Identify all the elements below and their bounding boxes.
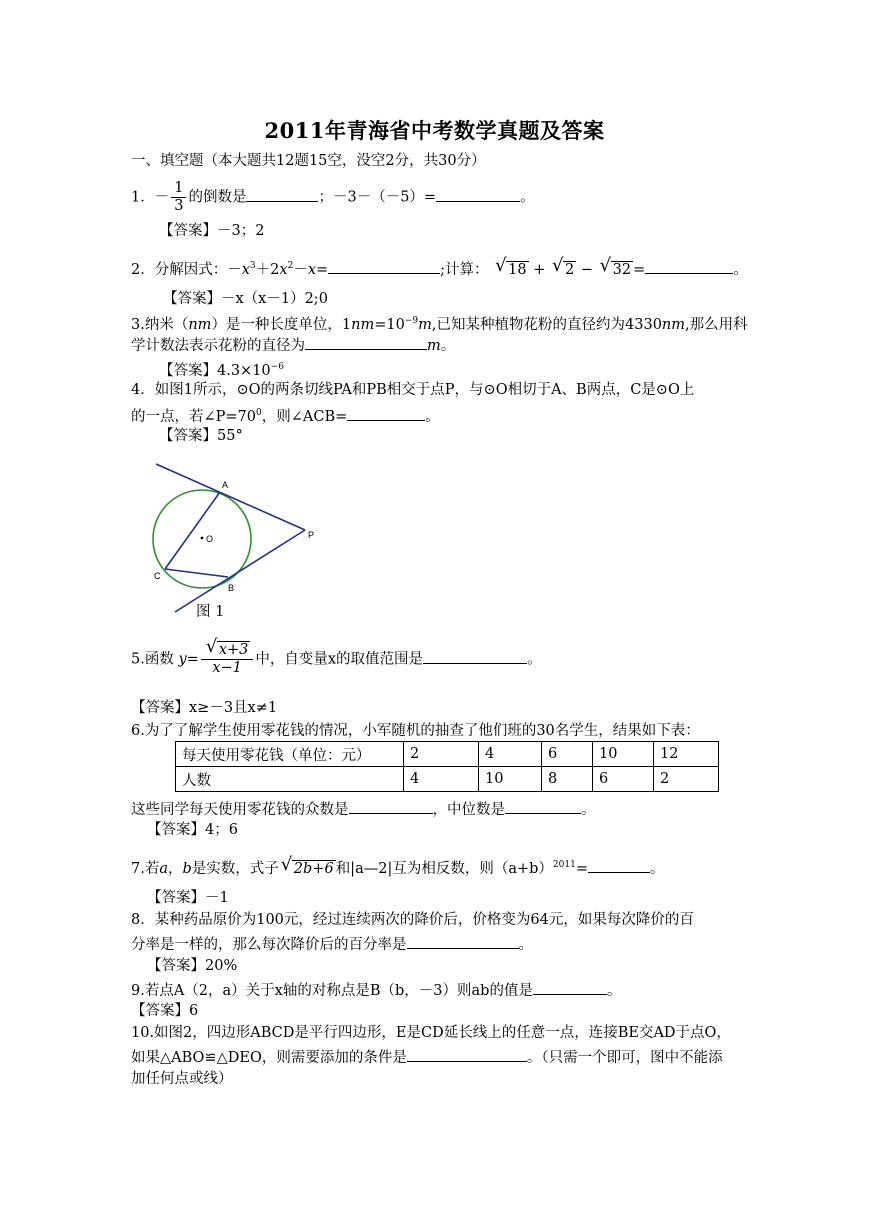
question-10-line-1: 10.如图2，四边形ABCD是平行四边形，E是CD延长线上的任意一点，连接BE交AD于点O， xyxy=(131,1025,731,1041)
question-7: 7.若a，b是实数，式子 √ 2b+6 和|a—2|互为相反数，则$(a+b)^{2011}=$ 。 xyxy=(131,854,665,877)
question-3-line-2: 学计数法表示花粉的直径为 m。 xyxy=(131,335,455,355)
table-row: 每天使用零花钱（单位：元） 2 4 6 10 12 xyxy=(176,742,719,767)
question-6-line-2: 这些同学每天使用零花钱的众数是 ，中位数是 。 xyxy=(131,799,596,819)
answer-blank[interactable] xyxy=(407,934,519,949)
answer-6: 【答案】4；6 xyxy=(147,822,238,838)
center-dot xyxy=(201,537,204,540)
answer-blank[interactable] xyxy=(246,187,318,202)
question-8-line-2: 分率是一样的，那么每次降价后的百分率是 。 xyxy=(131,934,533,954)
answer-8: 【答案】20% xyxy=(147,958,238,974)
question-6-line-1: 6.为了了解学生使用零花钱的情况，小军随机的抽查了他们班的30名学生，结果如下表： xyxy=(131,723,700,739)
answer-blank[interactable] xyxy=(347,406,425,421)
answer-3: 【答案】$4.3\times 10^{-6}$ xyxy=(159,362,284,379)
pocket-money-table xyxy=(175,741,719,792)
question-3-line-1: 3.纳米（nm）是一种长度单位，$1nm=10^{-9}m$,已知某种植物花粉的直径约为4330nm,那么用科 xyxy=(131,316,748,333)
question-5: 5.函数 y= √ x+3 x−1 中，自变量x的取值范围是 。 xyxy=(131,636,542,676)
answer-9: 【答案】6 xyxy=(131,1003,199,1019)
label-p: P xyxy=(308,530,315,540)
tangent-line-pb xyxy=(175,530,305,612)
question-8-line-1: 8．某种药品原价为100元，经过连续两次的降价后，价格变为64元，如果每次降价的百 xyxy=(131,912,694,928)
segment-ac xyxy=(165,492,220,569)
fraction: $\frac{1}{3}$ xyxy=(171,180,186,215)
label-a: A xyxy=(222,480,229,490)
question-1: 1．－ $\frac{1}{3}$ 的倒数是 ；－3－（－5）= 。 xyxy=(131,180,535,214)
question-10-line-2: 如果△ABO≌△DEO，则需要添加的条件是 。（只需一个即可，图中不能添 xyxy=(131,1047,723,1067)
label-c: C xyxy=(154,571,161,581)
answer-7: 【答案】－1 xyxy=(147,890,229,906)
sqrt-2: √ 2 xyxy=(551,255,575,278)
answer-2: 【答案】－x（x－1）2;0 xyxy=(163,291,328,307)
answer-4: 【答案】55° xyxy=(159,428,243,444)
sqrt-32: √ 32 xyxy=(599,255,632,278)
answer-blank[interactable] xyxy=(505,799,581,814)
fraction: √ x+3 x−1 xyxy=(201,642,254,677)
answer-blank[interactable] xyxy=(533,980,607,995)
answer-blank[interactable] xyxy=(588,858,650,873)
figure-1-caption: 图 1 xyxy=(196,604,225,620)
question-9: 9.若点A（2，a）关于x轴的对称点是B（b，－3）则ab的值是 。 xyxy=(131,980,621,1000)
question-4-line-1: 4．如图1所示，⊙O的两条切线PA和PB相交于点P，与⊙O相切于A、B两点，C是⊙O上 xyxy=(131,382,695,398)
answer-blank[interactable] xyxy=(407,1047,527,1062)
label-b: B xyxy=(228,583,235,593)
label-o: O xyxy=(206,534,214,544)
section-heading: 一、填空题（本大题共12题15空，没空2分，共30分） xyxy=(131,153,486,169)
question-4-line-2: 的一点，若$\angle P=70^0$，则∠ACB= 。 xyxy=(131,408,440,425)
answer-blank[interactable] xyxy=(423,649,527,664)
answer-blank[interactable] xyxy=(305,335,427,350)
table-row: 人数 4 10 8 6 2 xyxy=(176,767,719,792)
answer-blank[interactable] xyxy=(349,799,433,814)
answer-5: 【答案】x≥－3且x≠1 xyxy=(131,700,278,716)
sqrt-18: √ 18 xyxy=(495,255,527,278)
answer-blank[interactable] xyxy=(436,187,520,202)
page-title: 2011年青海省中考数学真题及答案 xyxy=(264,118,605,143)
answer-blank[interactable] xyxy=(645,259,733,274)
answer-blank[interactable] xyxy=(328,259,440,274)
answer-1: 【答案】－3；2 xyxy=(159,223,265,239)
figure-1-circle-tangents xyxy=(150,455,330,625)
segment-cb xyxy=(165,569,228,577)
question-10-line-3: 加任何点或线） xyxy=(131,1071,233,1087)
sqrt-expression: √ 2b+6 xyxy=(280,854,334,877)
question-2: 2．分解因式：$-x^3+2x^2-x=$ ;计算： √ 18 + √ 2 − √ 32 = 。 xyxy=(131,255,748,278)
